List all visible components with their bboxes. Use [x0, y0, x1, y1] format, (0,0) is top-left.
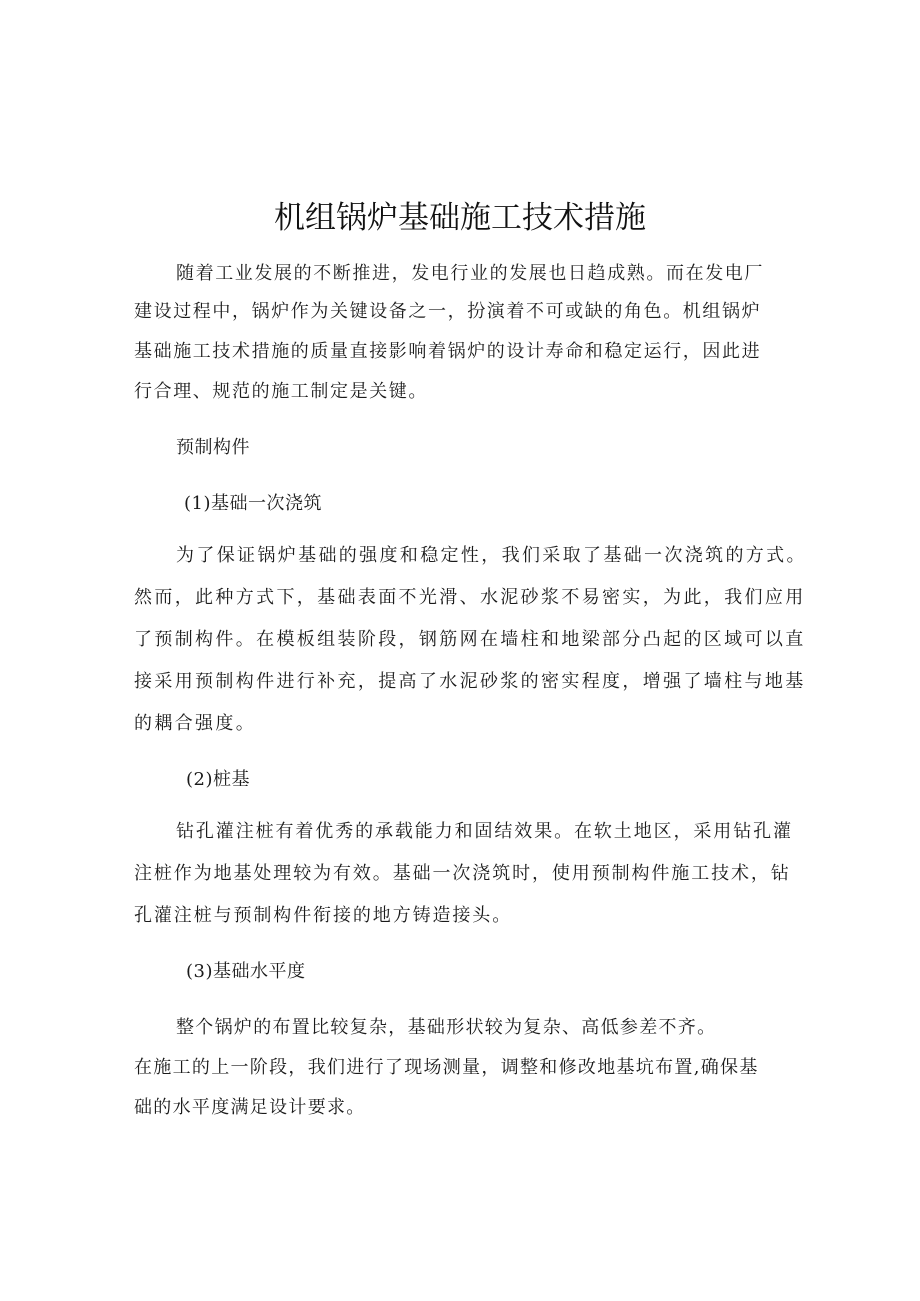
document-title: 机组锅炉基础施工技术措施	[274, 200, 646, 236]
sub1-body-line: 接采用预制构件进行补充，提高了水泥砂浆的密实程度，增强了墙柱与地基	[134, 671, 806, 692]
sub1-body-line: 为了保证锅炉基础的强度和稳定性，我们采取了基础一次浇筑的方式。	[176, 545, 807, 566]
intro-line: 基础施工技术措施的质量直接影响着锅炉的设计寿命和稳定运行，因此进	[134, 341, 762, 362]
subsection-heading-2: (2)桩基	[186, 769, 250, 790]
intro-line: 建设过程中，锅炉作为关键设备之一，扮演着不可或缺的角色。机组锅炉	[134, 301, 762, 322]
sub1-body-line: 了预制构件。在模板组装阶段，钢筋网在墙柱和地梁部分凸起的区域可以直	[134, 629, 806, 650]
sub3-body-line: 整个锅炉的布置比较复杂，基础形状较为复杂、高低参差不齐。	[176, 1017, 717, 1038]
sub1-body-line: 的耦合强度。	[134, 713, 257, 734]
sub3-body-line: 在施工的上一阶段，我们进行了现场测量，调整和修改地基坑布置,确保基	[134, 1057, 759, 1078]
sub1-body-line: 然而，此种方式下，基础表面不光滑、水泥砂浆不易密实，为此，我们应用	[134, 587, 806, 608]
sub2-body-line: 孔灌注桩与预制构件衔接的地方铸造接头。	[134, 905, 513, 926]
sub2-body-line: 注桩作为地基处理较为有效。基础一次浇筑时，使用预制构件施工技术，钻	[134, 863, 791, 884]
intro-line: 随着工业发展的不断推进，发电行业的发展也日趋成熟。而在发电厂	[176, 263, 764, 284]
subsection-heading-1: (1)基础一次浇筑	[184, 493, 322, 514]
subsection-heading-3: (3)基础水平度	[186, 961, 306, 982]
sub3-body-line: 础的水平度满足设计要求。	[134, 1097, 366, 1118]
intro-line: 行合理、规范的施工制定是关键。	[134, 381, 428, 402]
section-heading: 预制构件	[176, 437, 250, 458]
sub2-body-line: 钻孔灌注桩有着优秀的承载能力和固结效果。在软土地区，采用钻孔灌	[176, 821, 793, 842]
